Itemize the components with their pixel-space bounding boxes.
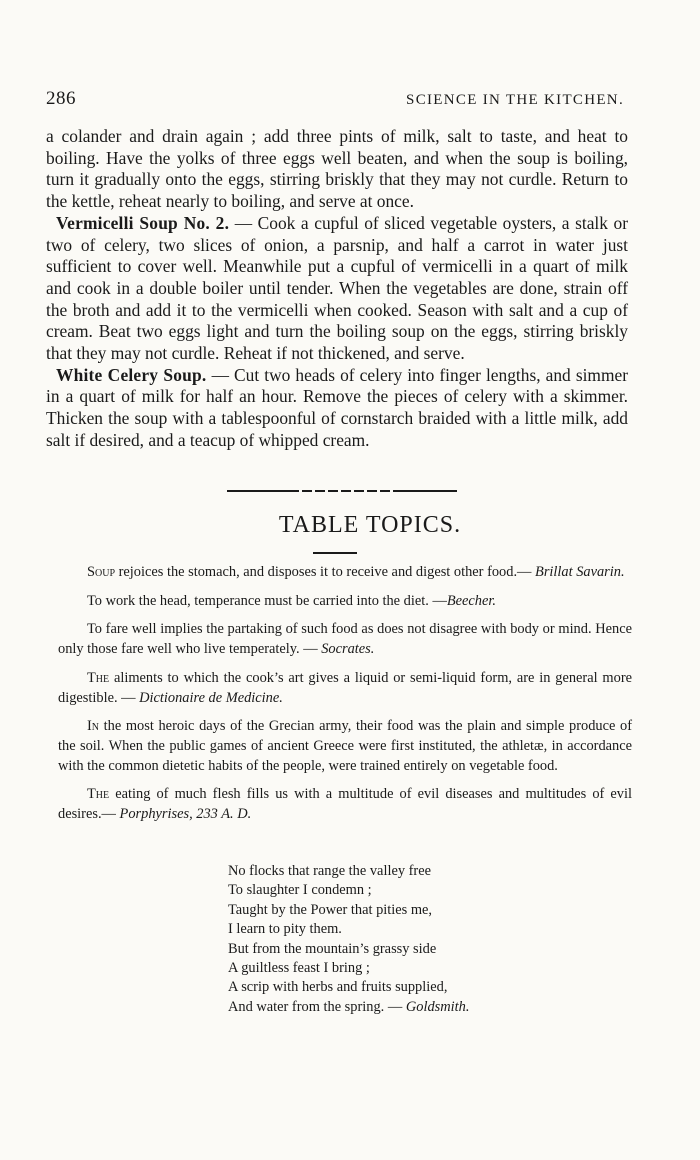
- poem-line: A scrip with herbs and fruits supplied,: [228, 979, 448, 996]
- running-head: SCIENCE IN THE KITCHEN.: [406, 92, 624, 108]
- title-rule: [313, 552, 357, 554]
- poem-line-last: [228, 998, 558, 1017]
- quote-text: To fare well implies the partaking of such food as does not disagree with body or mind. Hence only those fare well who live temperately. —: [58, 621, 632, 658]
- recipe-body: — Cook a cupful of sliced vegetable oysters, a stalk or two of celery, two slices of onion, a parsnip, and half a carrot in water just sufficient to cover well. Meanwhile put a cupful of vermicelli in a quart of milk and cook in a double boiler until tender. When the vegetables are done, strain off the broth and add it to the vermicelli when cooked. Season with salt and a cup of cream. Beat two eggs light and turn the boiling soup on the eggs, stirring briskly that they may not curdle. Reheat if not thickened, and serve.: [46, 212, 629, 364]
- quote-text: eating of much flesh fills us with a multitude of evil diseases and multitudes of evil desires.—: [58, 786, 632, 823]
- recipe-white-celery-soup: [46, 365, 628, 452]
- topic-quote: [58, 669, 632, 708]
- recipe-title: Vermicelli Soup No. 2.: [56, 212, 230, 233]
- poem-line: A guiltless feast I bring ;: [228, 960, 370, 977]
- poem-attribution: Goldsmith.: [405, 998, 470, 1015]
- quote-lead: The: [87, 669, 110, 686]
- topic-quote: [58, 717, 632, 776]
- quote-text: rejoices the stomach, and disposes it to receive and digest other food.—: [115, 564, 536, 580]
- poem: [228, 862, 558, 1017]
- poem-line: Taught by the Power that pities me,: [228, 901, 433, 918]
- quote-lead: The: [87, 786, 110, 803]
- poem-line: No flocks that range the valley free: [228, 863, 431, 879]
- topic-quote: [58, 563, 632, 583]
- section-title: TABLE TOPICS.: [278, 512, 462, 538]
- page-number: 286: [46, 88, 76, 109]
- recipe-continuation: a colander and drain again ; add three pints of milk, salt to taste, and heat to boiling. Have the yolks of three eggs well beaten, and when the soup is boiling, turn it gradually onto the eggs, stirring briskly that they may not curdle. Return to the kettle, reheat nearly to boiling, and serve at once.: [46, 126, 628, 212]
- quote-attribution: Dictionaire de Medicine.: [139, 689, 283, 706]
- quote-attribution: Beecher.: [446, 592, 496, 609]
- recipe-body: — Cut two heads of celery into finger lengths, and simmer in a quart of milk for half an hour. Remove the pieces of celery with a skimmer. Thicken the soup with a tablespoonful of cornstarch braided with a little milk, add salt if desired, and a teacup of whipped cream.: [46, 364, 628, 450]
- poem-line: I learn to pity them.: [228, 921, 342, 938]
- recipe-text: [46, 126, 628, 452]
- topic-quote: [58, 620, 632, 659]
- quote-attribution: Socrates.: [321, 641, 375, 658]
- page-header: [46, 88, 628, 110]
- quote-attribution: Brillat Savarin.: [535, 564, 625, 580]
- quote-attribution: Porphyrises, 233 A. D.: [119, 806, 252, 823]
- recipe-vermicelli-soup: [46, 213, 628, 365]
- ornamental-divider: [216, 488, 468, 494]
- quote-text: the most heroic days of the Grecian army, their food was the plain and simple produce of the soil. When the public games of ancient Greece were first instituted, the athletæ, in accordance with the common dietetic habits of the people, were trained entirely on vegetable food.: [58, 718, 632, 774]
- quote-lead: Soup: [87, 564, 116, 580]
- table-topics: [58, 563, 632, 834]
- quote-text: To work the head, temperance must be carried into the diet. —: [87, 592, 447, 609]
- topic-quote: [58, 592, 632, 612]
- recipe-title: White Celery Soup.: [56, 364, 207, 385]
- quote-text: aliments to which the cook’s art gives a liquid or semi-liquid form, are in general more digestible. —: [58, 669, 632, 706]
- poem-line-text: And water from the spring. —: [228, 998, 406, 1015]
- quote-lead: In: [87, 718, 100, 735]
- poem-line: To slaughter I condemn ;: [228, 882, 372, 899]
- topic-quote: [58, 785, 632, 824]
- poem-line: But from the mountain’s grassy side: [228, 940, 437, 957]
